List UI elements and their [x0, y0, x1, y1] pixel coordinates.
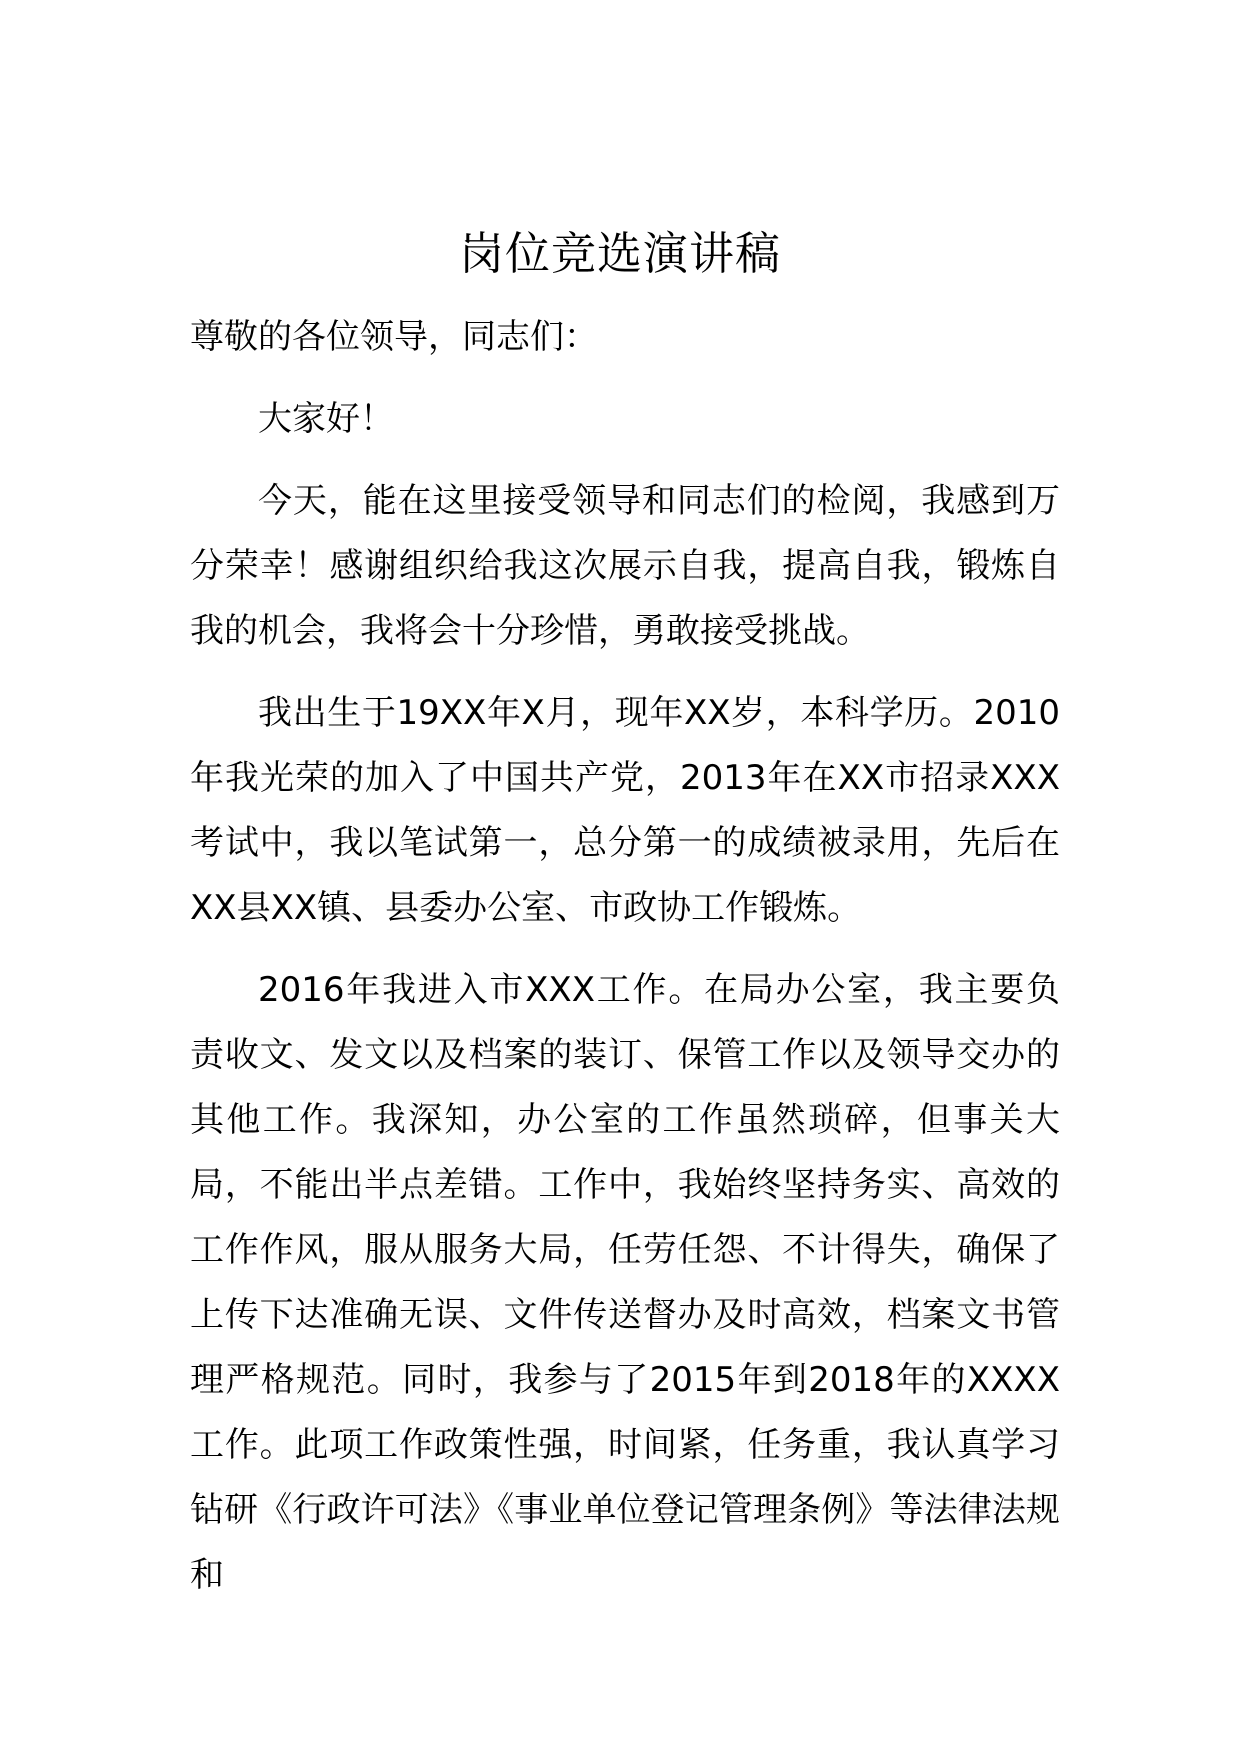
document-body: [190, 305, 1060, 1625]
paragraph-background: 我出生于19XX年X月，现年XX岁，本科学历。2010年我光荣的加入了中国共产党，2013年在XX市招录XXX考试中，我以笔试第一，总分第一的成绩被录用，先后在XX县XX镇、县委办公室、市政协工作锻炼。: [190, 693, 1060, 928]
document-title: 岗位竞选演讲稿: [458, 227, 781, 280]
paragraph-gratitude: 今天，能在这里接受领导和同志们的检阅，我感到万分荣幸！感谢组织给我这次展示自我，提高自我，锻炼自我的机会，我将会十分珍惜，勇敢接受挑战。: [190, 481, 1060, 651]
paragraph-greeting: 大家好！: [258, 399, 394, 439]
paragraph-work-experience: 2016年我进入市XXX工作。在局办公室，我主要负责收文、发文以及档案的装订、保管工作以及领导交办的其他工作。我深知，办公室的工作虽然琐碎，但事关大局，不能出半点差错。工作中，我始终坚持务实、高效的工作作风，服从服务大局，任劳任怨、不计得失，确保了上传下达准确无误、文件传送督办及时高效，档案文书管理严格规范。同时，我参与了2015年到2018年的XXXX工作。此项工作政策性强，时间紧，任务重，我认真学习钻研《行政许可法》《事业单位登记管理条例》等法律法规和: [190, 970, 1060, 1595]
salutation: 尊敬的各位领导，同志们：: [190, 317, 598, 357]
